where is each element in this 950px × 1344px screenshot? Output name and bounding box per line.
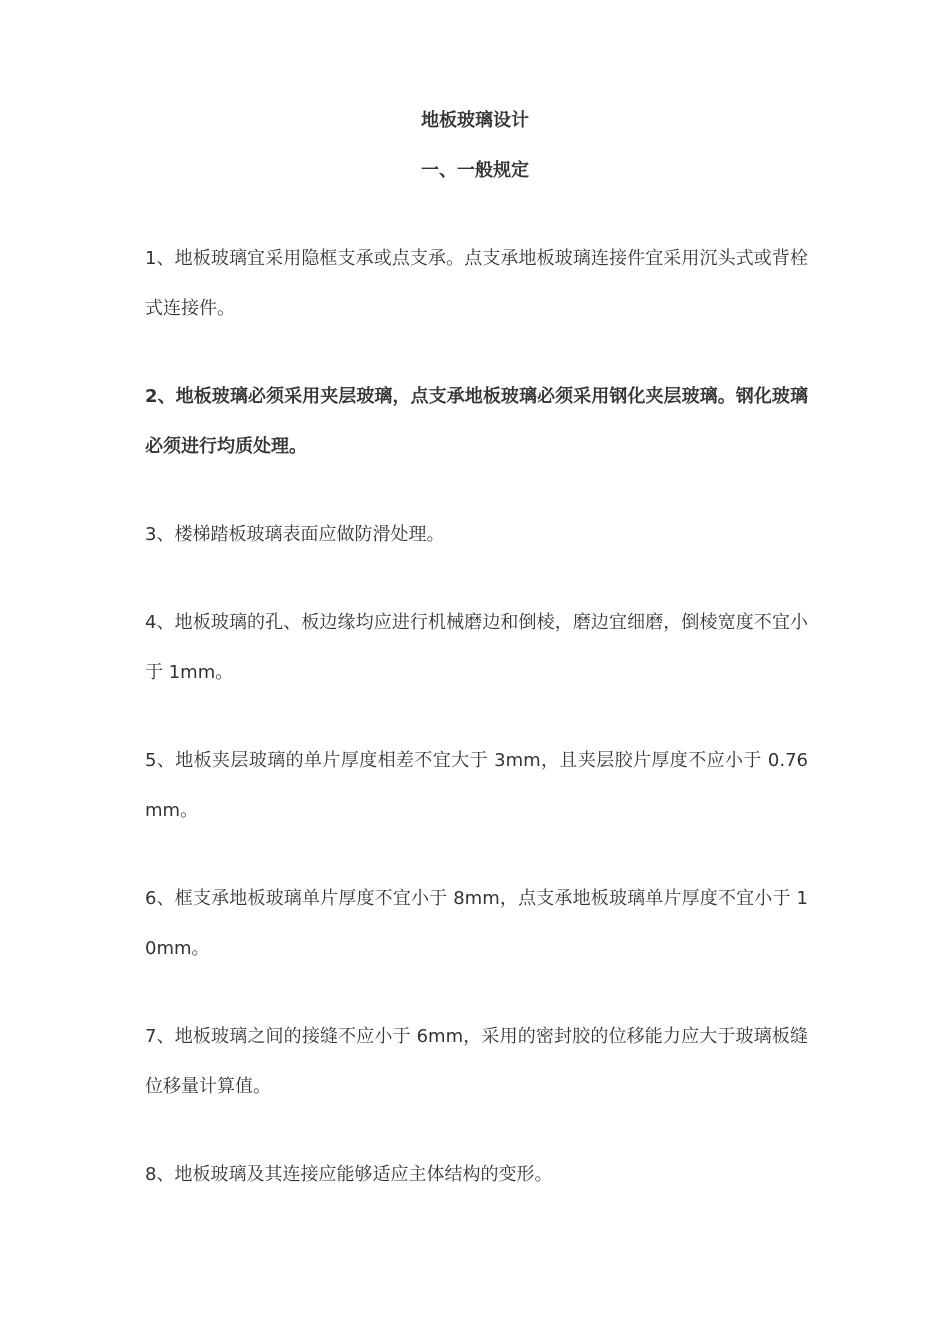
paragraph-item-8: 8、地板玻璃及其连接应能够适应主体结构的变形。 xyxy=(145,1164,553,1185)
paragraph-item-4: 4、地板玻璃的孔、板边缘均应进行机械磨边和倒棱，磨边宜细磨，倒棱宽度不宜小于 1mm。 xyxy=(145,612,808,683)
paragraph-item-3: 3、楼梯踏板玻璃表面应做防滑处理。 xyxy=(145,524,445,545)
document-title: 地板玻璃设计 xyxy=(421,110,529,131)
paragraph-item-7: 7、地板玻璃之间的接缝不应小于 6mm，采用的密封胶的位移能力应大于玻璃板缝位移量计算值。 xyxy=(145,1026,808,1097)
paragraph-item-1: 1、地板玻璃宜采用隐框支承或点支承。点支承地板玻璃连接件宜采用沉头式或背栓式连接件。 xyxy=(145,248,808,319)
paragraph-item-6: 6、框支承地板玻璃单片厚度不宜小于 8mm，点支承地板玻璃单片厚度不宜小于 10mm。 xyxy=(145,888,808,959)
paragraph-item-5: 5、地板夹层玻璃的单片厚度相差不宜大于 3mm，且夹层胶片厚度不应小于 0.76mm。 xyxy=(145,750,808,821)
paragraph-item-2: 2、地板玻璃必须采用夹层玻璃，点支承地板玻璃必须采用钢化夹层玻璃。钢化玻璃必须进行均质处理。 xyxy=(145,386,808,457)
section-heading: 一、一般规定 xyxy=(421,160,529,181)
